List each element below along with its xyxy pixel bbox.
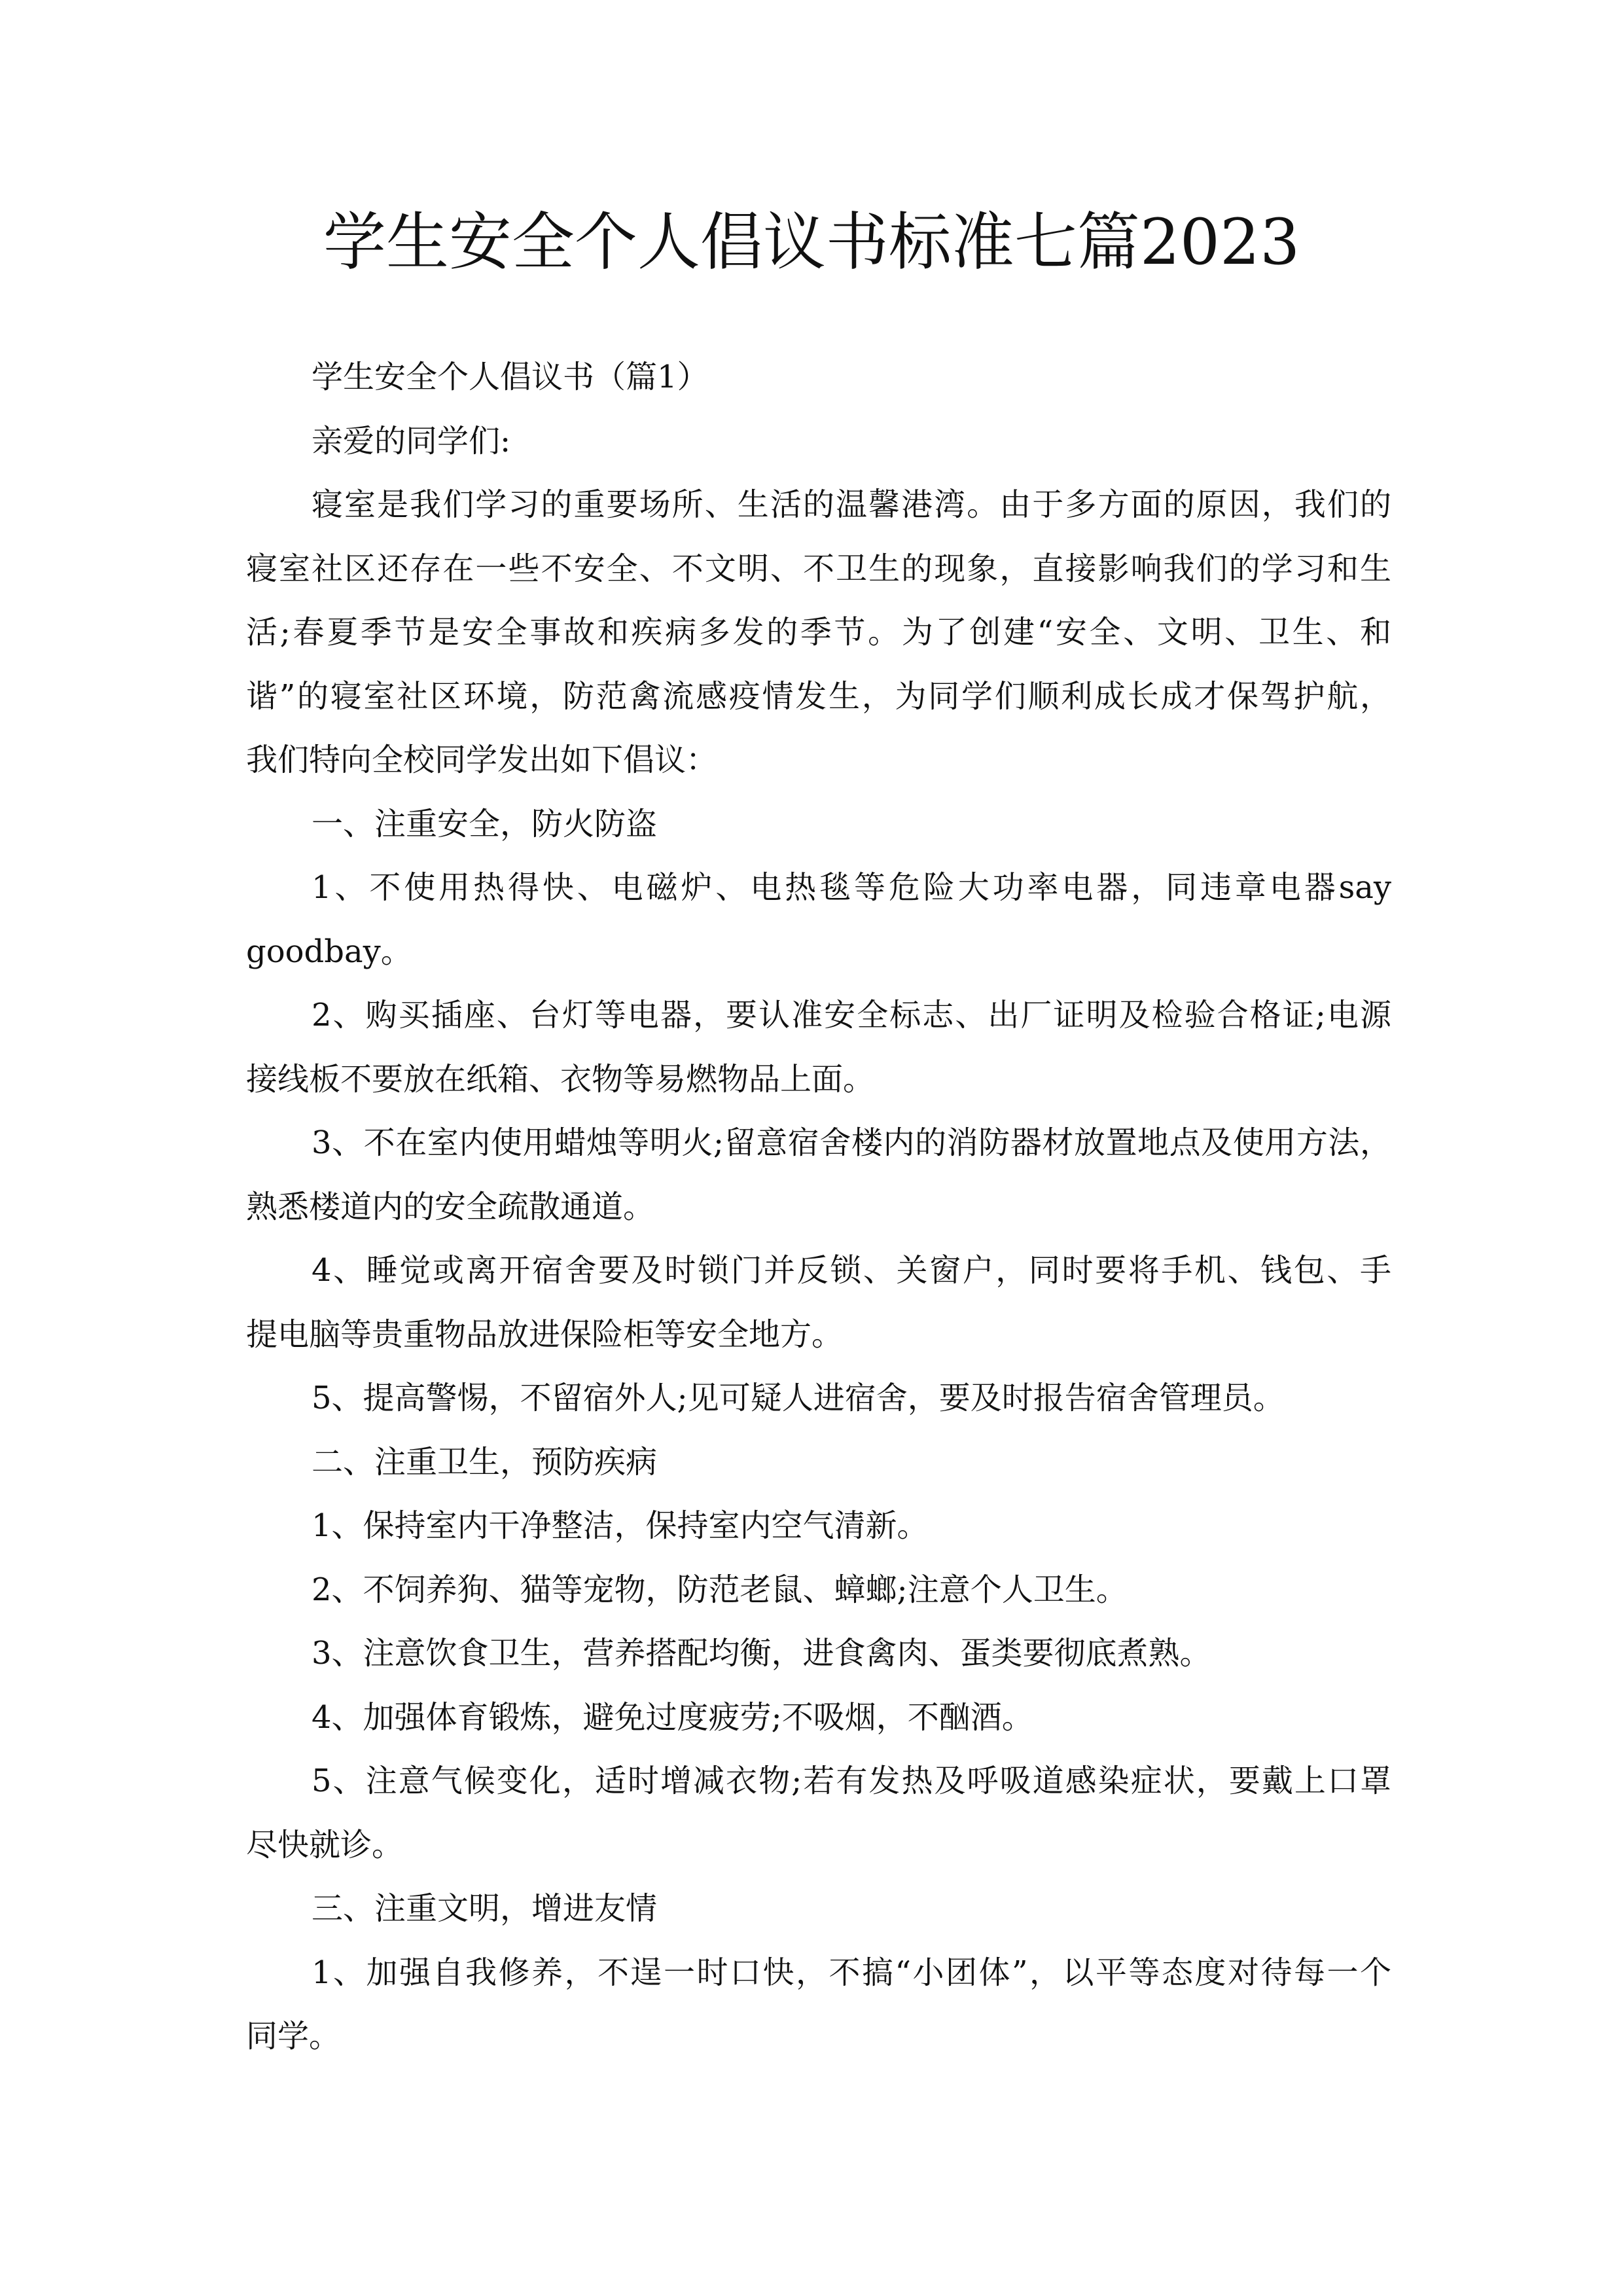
text-line: 寝室社区还存在一些不安全、不文明、不卫生的现象，直接影响我们的学习和生 <box>246 550 1391 587</box>
text-line: 4、睡觉或离开宿舍要及时锁门并反锁、关窗户，同时要将手机、钱包、手 <box>312 1252 1391 1289</box>
document-title: 学生安全个人倡议书标准七篇2023 <box>323 206 1300 279</box>
text-line: 4、加强体育锻炼，避免过度疲劳;不吸烟，不酗酒。 <box>312 1698 1033 1736</box>
text-line: 1、不使用热得快、电磁炉、电热毯等危险大功率电器，同违章电器say <box>312 869 1391 906</box>
text-line: 学生安全个人倡议书（篇1） <box>312 359 709 395</box>
text-line: 一、注重安全，防火防盗 <box>312 805 658 842</box>
text-line: 我们特向全校同学发出如下倡议： <box>246 742 718 778</box>
text-line: 活;春夏季节是安全事故和疾病多发的季节。为了创建“安全、文明、卫生、和 <box>246 614 1391 651</box>
text-line: 谐”的寝室社区环境，防范禽流感疫情发生，为同学们顺利成长成才保驾护航， <box>246 677 1391 715</box>
text-line: goodbay。 <box>246 933 412 970</box>
text-line: 3、不在室内使用蜡烛等明火;留意宿舍楼内的消防器材放置地点及使用方法， <box>312 1124 1391 1161</box>
text-line: 熟悉楼道内的安全疏散通道。 <box>246 1188 655 1225</box>
text-line: 寝室是我们学习的重要场所、生活的温馨港湾。由于多方面的原因，我们的 <box>312 486 1391 523</box>
text-line: 2、不饲养狗、猫等宠物，防范老鼠、蟑螂;注意个人卫生。 <box>312 1571 1128 1608</box>
document-body <box>246 346 1391 2069</box>
text-line: 1、加强自我修养，不逞一时口快，不搞“小团体”，以平等态度对待每一个 <box>312 1954 1391 1991</box>
text-line: 二、注重卫生，预防疾病 <box>312 1443 658 1480</box>
text-line: 尽快就诊。 <box>246 1826 404 1863</box>
text-line: 提电脑等贵重物品放进保险柜等安全地方。 <box>246 1316 844 1353</box>
text-line: 5、注意气候变化，适时增减衣物;若有发热及呼吸道感染症状，要戴上口罩 <box>312 1763 1391 1799</box>
text-line: 三、注重文明，增进友情 <box>312 1890 658 1927</box>
text-line: 亲爱的同学们: <box>312 422 511 459</box>
text-line: 接线板不要放在纸箱、衣物等易燃物品上面。 <box>246 1060 875 1098</box>
text-line: 3、注意饮食卫生，营养搭配均衡，进食禽肉、蛋类要彻底煮熟。 <box>312 1635 1211 1672</box>
text-line: 2、购买插座、台灯等电器，要认准安全标志、出厂证明及检验合格证;电源 <box>312 997 1391 1033</box>
text-line: 1、保持室内干净整洁，保持室内空气清新。 <box>312 1507 929 1544</box>
text-line: 同学。 <box>246 2018 341 2054</box>
text-line: 5、提高警惕，不留宿外人;见可疑人进宿舍，要及时报告宿舍管理员。 <box>312 1380 1285 1416</box>
